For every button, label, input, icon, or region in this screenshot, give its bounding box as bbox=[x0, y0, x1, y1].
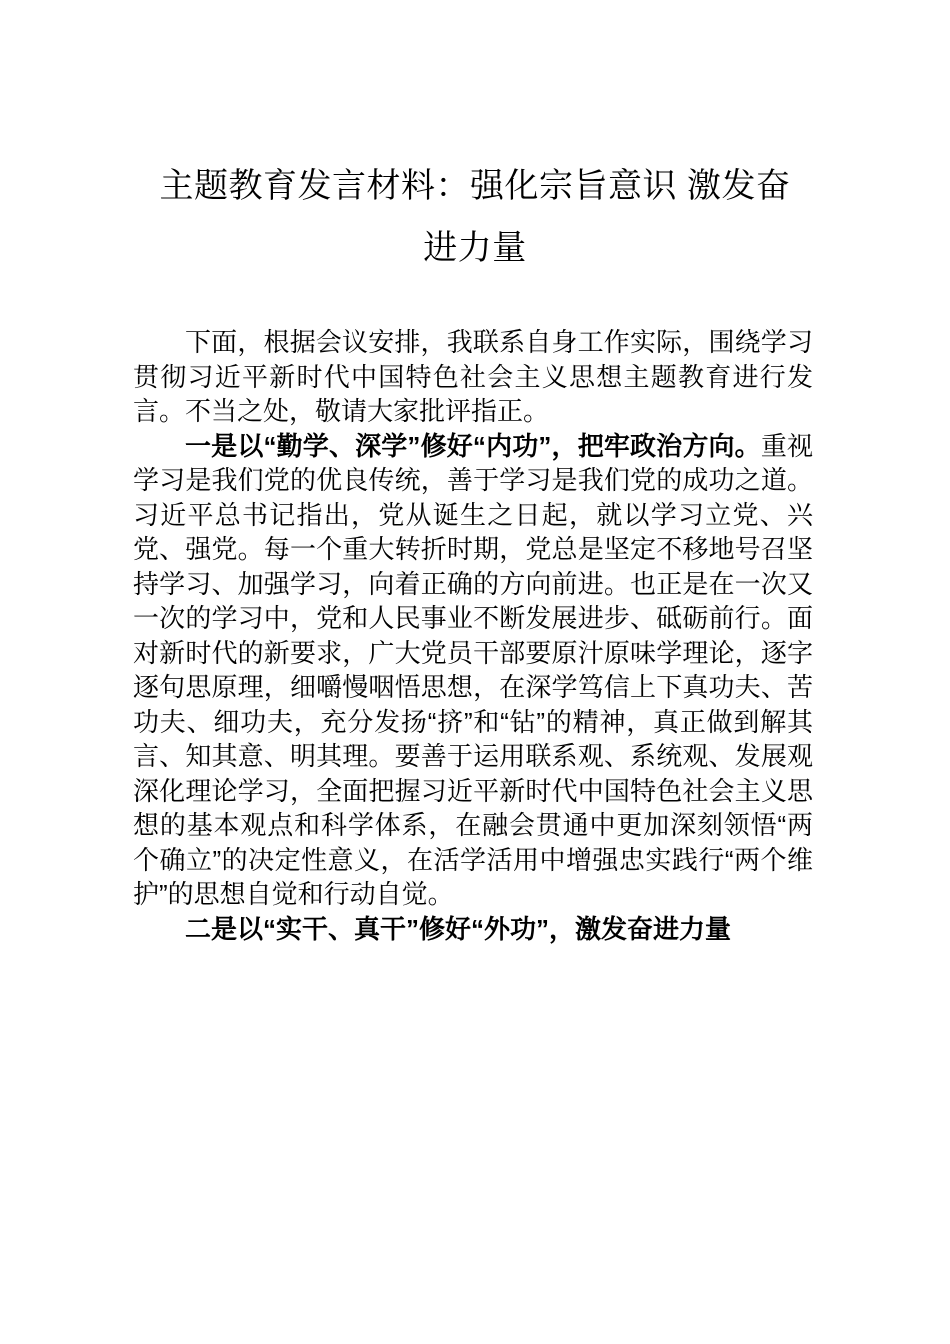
document-title: 主题教育发言材料：强化宗旨意识 激发奋进力量 bbox=[159, 167, 791, 267]
paragraph-point-two bbox=[133, 912, 813, 947]
paragraph-point-two-lead: 二是以“实干、真干”修好“外功”，激发奋进力量 bbox=[185, 913, 732, 944]
document-body bbox=[133, 325, 813, 946]
paragraph-point-one-lead: 一是以“勤学、深学”修好“内功”，把牢政治方向。 bbox=[185, 430, 761, 461]
paragraph-intro-text: 下面，根据会议安排，我联系自身工作实际，围绕学习贯彻习近平新时代中国特色社会主义思想主题教育进行发言。不当之处，敬请大家批评指正。 bbox=[133, 327, 813, 426]
paragraph-point-one-text: 重视学习是我们党的优良传统，善于学习是我们党的成功之道。习近平总书记指出，党从诞生之日起，就以学习立党、兴党、强党。每一个重大转折时期，党总是坚定不移地号召坚持学习、加强学习，向着正确的方向前进。也正是在一次又一次的学习中，党和人民事业不断发展进步、砥砺前行。面对新时代的新要求，广大党员干部要原汁原味学理论，逐字逐句思原理，细嚼慢咽悟思想，在深学笃信上下真功夫、苦功夫、细功夫，充分发扬“挤”和“钻”的精神，真正做到解其言、知其意、明其理。要善于运用联系观、系统观、发展观深化理论学习，全面把握习近平新时代中国特色社会主义思想的基本观点和科学体系，在融会贯通中更加深刻领悟“两个确立”的决定性意义，在活学活用中增强忠实践行“两个维护”的思想自觉和行动自觉。 bbox=[133, 430, 813, 909]
paragraph-intro bbox=[133, 325, 813, 429]
paragraph-point-one bbox=[133, 429, 813, 912]
